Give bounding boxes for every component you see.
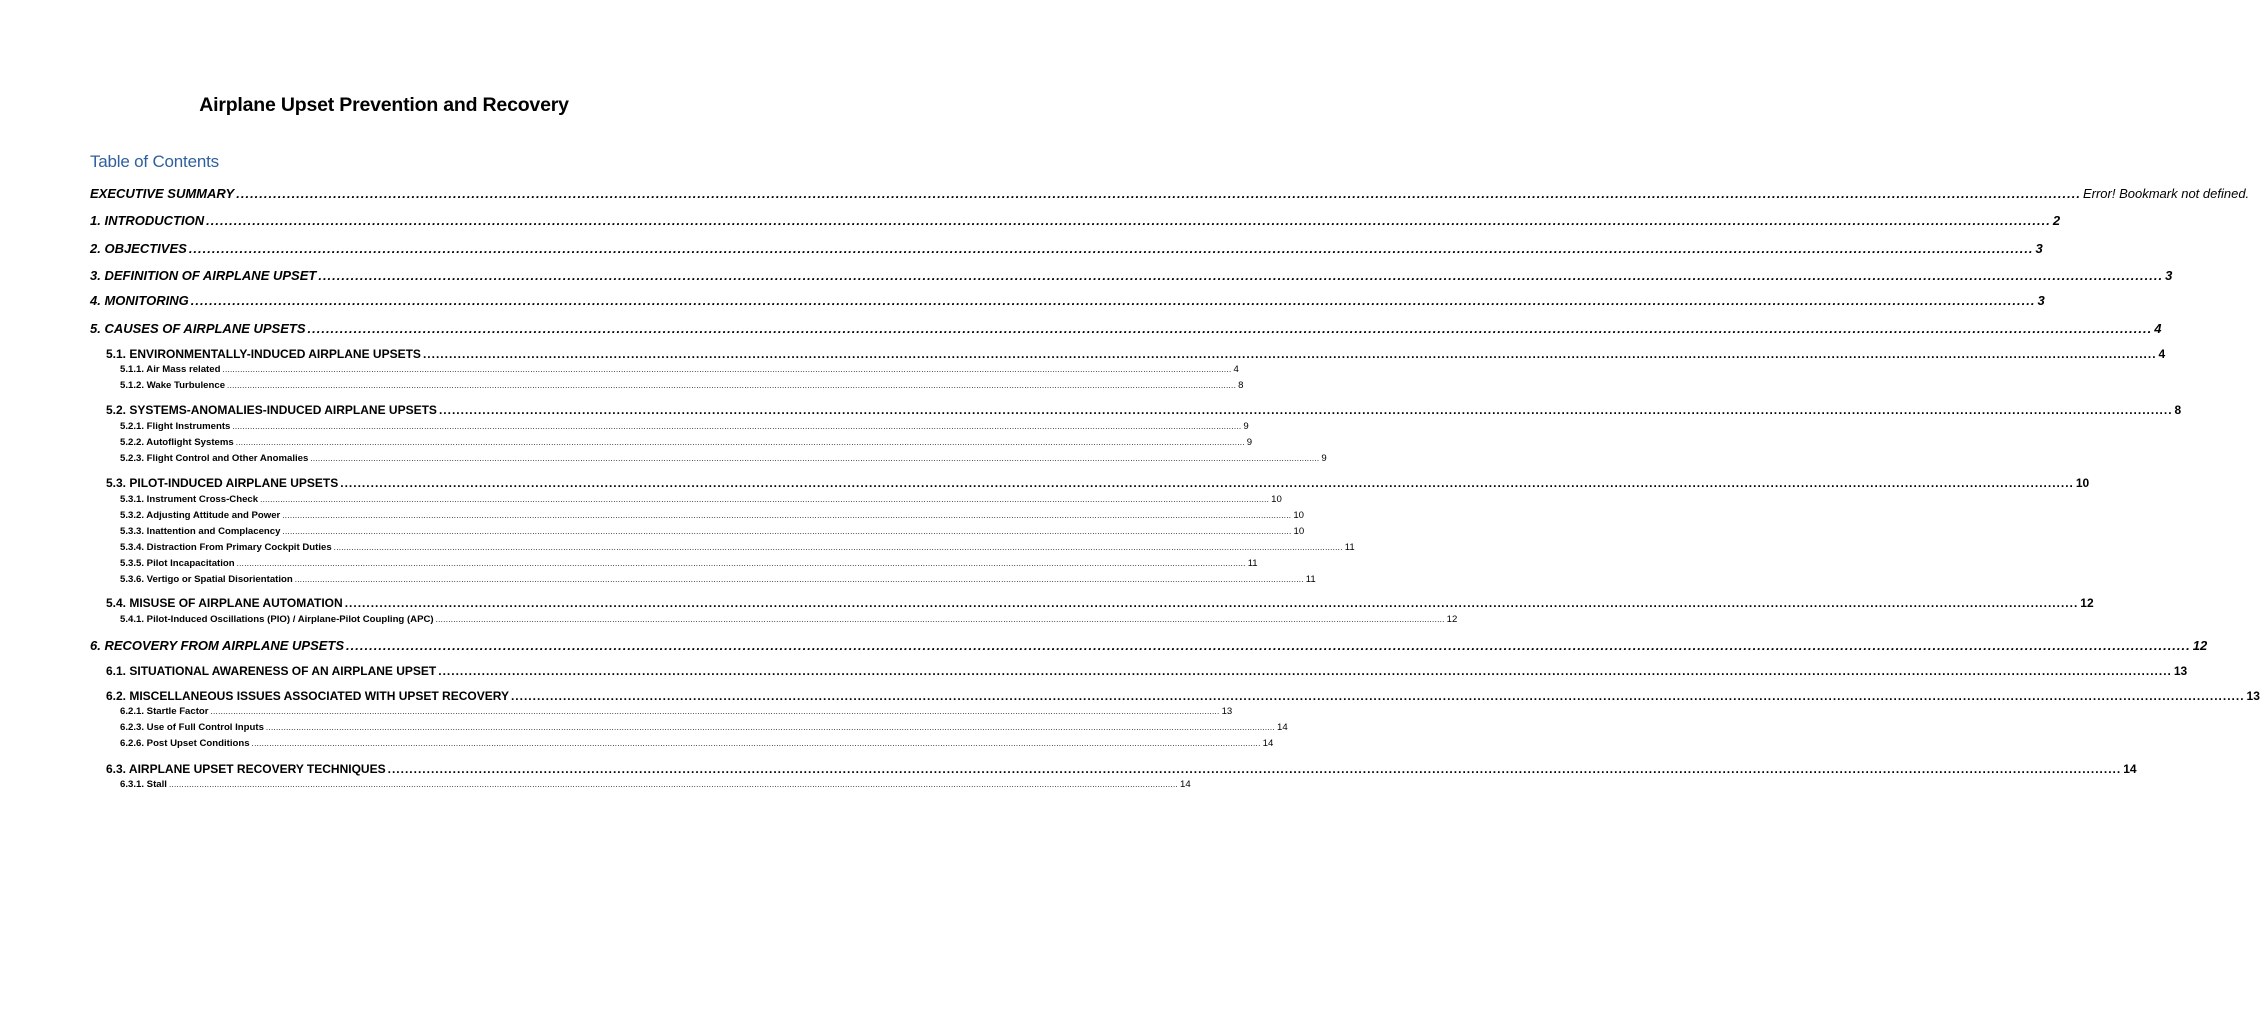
- toc-entry-label: 5.2.3. Flight Control and Other Anomalies: [120, 453, 309, 464]
- toc-entry-label: 6.1. SITUATIONAL AWARENESS OF AN AIRPLANE UPSET: [106, 664, 437, 678]
- toc-leader-dots: ................................................................................................................................................................................................................................................................................................................................................................................................................: [188, 241, 2034, 256]
- toc-leader-dots: ................................................................................................................................................................................................................................................................................................................................................................................................................: [265, 723, 1275, 732]
- toc-entry[interactable]: [120, 706, 1233, 717]
- toc-entry-label: 5.3.4. Distraction From Primary Cockpit Duties: [120, 542, 332, 553]
- toc-entry[interactable]: [90, 186, 2250, 201]
- toc-entry[interactable]: [120, 614, 1458, 625]
- toc-leader-dots: ................................................................................................................................................................................................................................................................................................................................................................................................................: [438, 664, 2172, 678]
- toc-entry[interactable]: [120, 510, 1304, 521]
- toc-leader-dots: ................................................................................................................................................................................................................................................................................................................................................................................................................: [318, 268, 2164, 283]
- toc-entry[interactable]: [106, 596, 2094, 610]
- toc-entry[interactable]: [120, 453, 1327, 464]
- toc-entry-label: 6.2.6. Post Upset Conditions: [120, 738, 250, 749]
- toc-entry-page: Error! Bookmark not defined.: [2082, 186, 2250, 201]
- toc-entry-page: 8: [2174, 403, 2182, 417]
- toc-entry[interactable]: [106, 476, 2090, 490]
- toc-leader-dots: ................................................................................................................................................................................................................................................................................................................................................................................................................: [294, 575, 1304, 584]
- toc-entry-page: 10: [1271, 494, 1282, 505]
- toc-entry-page: 14: [1276, 722, 1288, 733]
- document-title: Airplane Upset Prevention and Recovery: [199, 94, 569, 116]
- toc-entry[interactable]: [120, 526, 1305, 537]
- toc-leader-dots: ................................................................................................................................................................................................................................................................................................................................................................................................................: [235, 438, 1245, 447]
- toc-entry-label: 6. RECOVERY FROM AIRPLANE UPSETS: [90, 638, 345, 653]
- toc-entry-page: 3: [2165, 268, 2173, 283]
- toc-entry[interactable]: [120, 364, 1239, 375]
- toc-entry-page: 3: [2037, 293, 2045, 308]
- toc-entry[interactable]: [120, 574, 1316, 585]
- toc-leader-dots: ................................................................................................................................................................................................................................................................................................................................................................................................................: [236, 186, 2081, 201]
- toc-leader-dots: ................................................................................................................................................................................................................................................................................................................................................................................................................: [310, 454, 1320, 463]
- toc-leader-dots: ................................................................................................................................................................................................................................................................................................................................................................................................................: [206, 213, 2051, 228]
- toc-leader-dots: ................................................................................................................................................................................................................................................................................................................................................................................................................: [236, 559, 1246, 568]
- toc-entry-label: 5.2. SYSTEMS-ANOMALIES-INDUCED AIRPLANE UPSETS: [106, 403, 437, 417]
- toc-leader-dots: ................................................................................................................................................................................................................................................................................................................................................................................................................: [210, 707, 1220, 716]
- toc-entry-label: 5.1.1. Air Mass related: [120, 364, 221, 375]
- toc-entry-page: 10: [2075, 476, 2090, 490]
- toc-entry-page: 3: [2035, 241, 2043, 256]
- toc-entry-label: 6.3.1. Stall: [120, 779, 167, 790]
- toc-entry[interactable]: [90, 321, 2162, 336]
- toc-entry-page: 12: [2192, 638, 2208, 653]
- toc-leader-dots: ................................................................................................................................................................................................................................................................................................................................................................................................................: [340, 476, 2074, 490]
- toc-entry-label: 3. DEFINITION OF AIRPLANE UPSET: [90, 268, 317, 283]
- toc-entry-page: 9: [1243, 421, 1249, 432]
- toc-entry-page: 4: [1233, 364, 1239, 375]
- toc-entry-page: 14: [1262, 738, 1274, 749]
- toc-entry-label: 5.2.1. Flight Instruments: [120, 421, 231, 432]
- toc-leader-dots: ................................................................................................................................................................................................................................................................................................................................................................................................................: [168, 780, 1178, 789]
- toc-entry-page: 10: [1293, 510, 1304, 521]
- toc-entry[interactable]: [90, 638, 2208, 653]
- toc-entry[interactable]: [106, 664, 2188, 678]
- toc-entry-label: 5.3.3. Inattention and Complacency: [120, 526, 281, 537]
- toc-entry-label: 5.3.6. Vertigo or Spatial Disorientation: [120, 574, 293, 585]
- toc-entry-label: 5.3.5. Pilot Incapacitation: [120, 558, 235, 569]
- toc-entry-page: 9: [1246, 437, 1253, 448]
- toc-entry-label: 5.3. PILOT-INDUCED AIRPLANE UPSETS: [106, 476, 339, 490]
- toc-entry-label: 5.1.2. Wake Turbulence: [120, 380, 226, 391]
- toc-leader-dots: ................................................................................................................................................................................................................................................................................................................................................................................................................: [190, 293, 2036, 308]
- toc-entry-page: 12: [1446, 614, 1458, 625]
- toc-entry-page: 12: [2080, 596, 2094, 610]
- toc-entry[interactable]: [90, 268, 2173, 283]
- toc-entry-label: 5.4. MISUSE OF AIRPLANE AUTOMATION: [106, 596, 343, 610]
- toc-entry-page: 10: [1293, 526, 1305, 537]
- toc-entry-label: 5. CAUSES OF AIRPLANE UPSETS: [90, 321, 306, 336]
- toc-leader-dots: ................................................................................................................................................................................................................................................................................................................................................................................................................: [435, 615, 1445, 624]
- toc-leader-dots: ................................................................................................................................................................................................................................................................................................................................................................................................................: [422, 347, 2157, 361]
- toc-entry-label: 5.1. ENVIRONMENTALLY-INDUCED AIRPLANE UPSETS: [106, 347, 421, 361]
- toc-entry-page: 13: [2173, 664, 2188, 678]
- toc-entry-label: 6.2. MISCELLANEOUS ISSUES ASSOCIATED WITH UPSET RECOVERY: [106, 689, 509, 703]
- toc-leader-dots: ................................................................................................................................................................................................................................................................................................................................................................................................................: [333, 543, 1343, 552]
- toc-entry-page: 11: [1344, 542, 1355, 553]
- toc-entry-page: 4: [2154, 321, 2162, 336]
- toc-leader-dots: ................................................................................................................................................................................................................................................................................................................................................................................................................: [251, 739, 1261, 748]
- toc-entry[interactable]: [106, 347, 2166, 361]
- toc-entry-label: 6.3. AIRPLANE UPSET RECOVERY TECHNIQUES: [106, 762, 386, 776]
- toc-leader-dots: ................................................................................................................................................................................................................................................................................................................................................................................................................: [344, 596, 2079, 610]
- toc-entry[interactable]: [120, 779, 1191, 790]
- toc-entry-page: 4: [2158, 347, 2166, 361]
- toc-leader-dots: ................................................................................................................................................................................................................................................................................................................................................................................................................: [307, 321, 2153, 336]
- toc-entry[interactable]: [90, 213, 2061, 228]
- toc-leader-dots: ................................................................................................................................................................................................................................................................................................................................................................................................................: [232, 422, 1242, 431]
- toc-leader-dots: ................................................................................................................................................................................................................................................................................................................................................................................................................: [438, 403, 2173, 417]
- toc-entry[interactable]: [120, 542, 1355, 553]
- toc-entry-page: 13: [1221, 706, 1233, 717]
- toc-leader-dots: ................................................................................................................................................................................................................................................................................................................................................................................................................: [387, 762, 2122, 776]
- toc-entry-label: 5.4.1. Pilot-Induced Oscillations (PIO) / Airplane-Pilot Coupling (APC): [120, 614, 434, 625]
- toc-entry-label: EXECUTIVE SUMMARY: [90, 186, 235, 201]
- toc-leader-dots: ................................................................................................................................................................................................................................................................................................................................................................................................................: [260, 495, 1270, 504]
- toc-entry-label: 6.2.1. Startle Factor: [120, 706, 209, 717]
- toc-entry-label: 6.2.3. Use of Full Control Inputs: [120, 722, 264, 733]
- toc-entry[interactable]: [120, 421, 1249, 432]
- toc-leader-dots: ................................................................................................................................................................................................................................................................................................................................................................................................................: [282, 511, 1292, 520]
- toc-entry-label: 2. OBJECTIVES: [90, 241, 187, 256]
- toc-entry-page: 9: [1321, 453, 1327, 464]
- toc-entry[interactable]: [120, 722, 1288, 733]
- toc-entry-label: 1. INTRODUCTION: [90, 213, 205, 228]
- toc-entry-page: 11: [1247, 558, 1258, 569]
- toc-entry[interactable]: [106, 762, 2137, 776]
- toc-entry[interactable]: [120, 738, 1274, 749]
- toc-entry-label: 4. MONITORING: [90, 293, 189, 308]
- toc-entry[interactable]: [120, 437, 1253, 448]
- toc-heading: Table of Contents: [90, 152, 219, 171]
- toc-leader-dots: ................................................................................................................................................................................................................................................................................................................................................................................................................: [222, 365, 1232, 374]
- toc-entry-page: 14: [2123, 762, 2137, 776]
- toc-entry-label: 5.3.1. Instrument Cross-Check: [120, 494, 259, 505]
- toc-entry[interactable]: [120, 494, 1282, 505]
- toc-entry[interactable]: [90, 293, 2045, 308]
- toc-entry-page: 2: [2052, 213, 2061, 228]
- toc-leader-dots: ................................................................................................................................................................................................................................................................................................................................................................................................................: [346, 638, 2191, 653]
- toc-entry-page: 8: [1238, 380, 1244, 391]
- toc-entry-page: 11: [1305, 574, 1316, 585]
- toc-leader-dots: ................................................................................................................................................................................................................................................................................................................................................................................................................: [227, 381, 1237, 390]
- toc-leader-dots: ................................................................................................................................................................................................................................................................................................................................................................................................................: [282, 527, 1292, 536]
- toc-entry[interactable]: [106, 403, 2182, 417]
- toc-entry-page: 13: [2246, 689, 2260, 703]
- toc-entry[interactable]: [90, 241, 2043, 256]
- toc-entry[interactable]: [106, 689, 2260, 703]
- toc-entry[interactable]: [120, 558, 1258, 569]
- toc-entry-label: 5.2.2. Autoflight Systems: [120, 437, 234, 448]
- toc-leader-dots: ................................................................................................................................................................................................................................................................................................................................................................................................................: [510, 689, 2245, 703]
- toc-entry-page: 14: [1180, 779, 1191, 790]
- toc-entry[interactable]: [120, 380, 1244, 391]
- toc-entry-label: 5.3.2. Adjusting Attitude and Power: [120, 510, 281, 521]
